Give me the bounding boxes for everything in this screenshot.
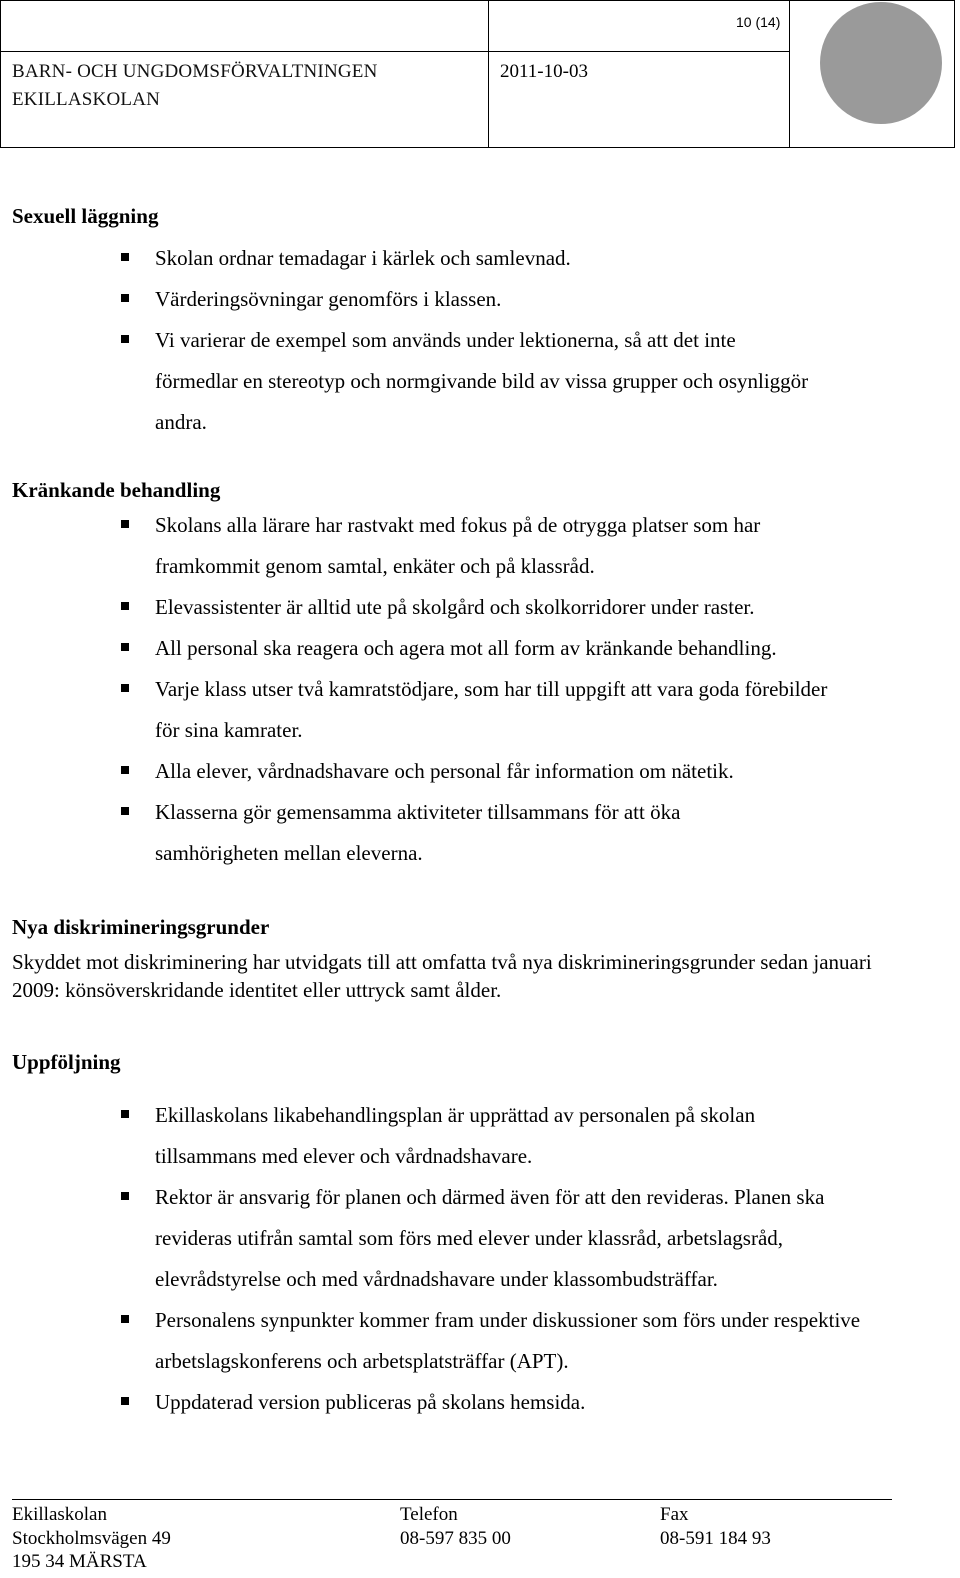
paragraph-nya: Skyddet mot diskriminering har utvidgats till att omfatta två nya diskrimineringsgrunder sedan januari 2009: könsöverskridande identitet eller uttryck samt ålder. <box>12 950 872 1002</box>
organization-line: BARN- OCH UNGDOMSFÖRVALTNINGEN <box>12 61 378 82</box>
list-item: Varje klass utser två kamratstödjare, som har till uppgift att vara goda förebilder för sina kamrater. <box>0 669 900 751</box>
header-row-divider <box>0 51 790 52</box>
logo-seal <box>820 2 942 124</box>
list-item: Rektor är ansvarig för planen och därmed även för att den revideras. Planen ska revideras utifrån samtal som förs med elever under klassråd, arbetslagsråd, elevrådstyrelse och med vårdnadshavare under klassombudsträffar. <box>0 1177 900 1300</box>
footer-address <box>12 1503 171 1574</box>
footer-phone-number: 08-597 835 00 <box>400 1527 511 1549</box>
heading-uppfoljning: Uppföljning <box>12 1050 121 1074</box>
footer-rule <box>12 1499 892 1500</box>
letterhead <box>0 0 955 148</box>
footer-postal: 195 34 MÄRSTA <box>12 1551 147 1572</box>
list-item: Vi varierar de exempel som används under lektionerna, så att det inte förmedlar en stereotyp och normgivande bild av vissa grupper och osynliggör andra. <box>0 320 900 443</box>
footer-fax-label: Fax <box>660 1504 689 1525</box>
list-sexuell <box>0 238 900 443</box>
heading-krankande: Kränkande behandling <box>12 478 221 502</box>
list-item: All personal ska reagera och agera mot all form av kränkande behandling. <box>0 628 900 669</box>
footer-phone-label: Telefon <box>400 1504 458 1525</box>
school-line: EKILLASKOLAN <box>12 89 161 110</box>
list-item: Alla elever, vårdnadshavare och personal får information om nätetik. <box>0 751 900 792</box>
footer-name: Ekillaskolan <box>12 1504 107 1525</box>
list-item: Skolan ordnar temadagar i kärlek och samlevnad. <box>0 238 900 279</box>
footer-street: Stockholmsvägen 49 <box>12 1527 171 1549</box>
list-item: Personalens synpunkter kommer fram under diskussioner som förs under respektive arbetslagskonferens och arbetsplatsträffar (APT). <box>0 1300 900 1382</box>
footer-fax-number: 08-591 184 93 <box>660 1527 771 1549</box>
list-item: Skolans alla lärare har rastvakt med fokus på de otrygga platser som har framkommit genom samtal, enkäter och på klassråd. <box>0 505 900 587</box>
list-item: Ekillaskolans likabehandlingsplan är upprättad av personalen på skolan tillsammans med elever och vårdnadshavare. <box>0 1095 900 1177</box>
footer-phone <box>400 1503 511 1550</box>
header-divider-2 <box>789 0 790 148</box>
list-item: Elevassistenter är alltid ute på skolgård och skolkorridorer under raster. <box>0 587 900 628</box>
footer-fax <box>660 1503 771 1550</box>
document-date: 2011-10-03 <box>500 61 588 82</box>
page-number: 10 (14) <box>736 14 781 30</box>
heading-sexuell: Sexuell läggning <box>12 204 159 228</box>
list-krankande <box>0 505 900 874</box>
list-item: Uppdaterad version publiceras på skolans hemsida. <box>0 1382 900 1423</box>
list-item: Värderingsövningar genomförs i klassen. <box>0 279 900 320</box>
list-uppfoljning <box>0 1095 900 1423</box>
organization-name <box>12 58 378 114</box>
heading-nya: Nya diskrimineringsgrunder <box>12 915 270 939</box>
header-divider-1 <box>488 0 489 148</box>
list-item: Klasserna gör gemensamma aktiviteter tillsammans för att öka samhörigheten mellan eleverna. <box>0 792 900 874</box>
